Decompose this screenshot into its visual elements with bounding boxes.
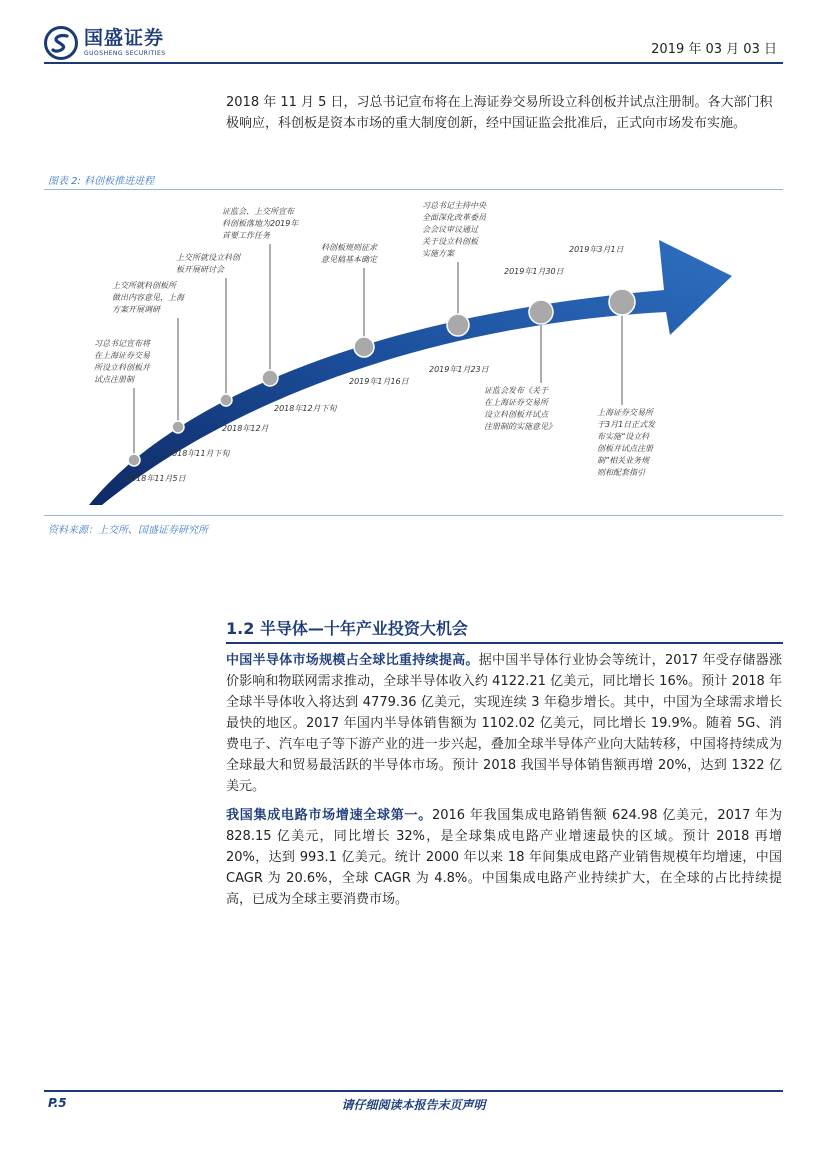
timeline-date-label: 2018年11月5日 [126,474,186,483]
paragraph-lead: 我国集成电路市场增速全球第一。 [226,808,432,823]
timeline-event-line: 设立科创板并试点 [484,410,548,419]
logo-english: GUOSHENG SECURITIES [84,50,166,57]
timeline-milestone-dot [172,421,184,433]
timeline-milestone-dot [220,394,232,406]
timeline-event-line: 全面深化改革委员 [422,213,486,222]
timeline-event-label [321,242,377,266]
timeline-event-line: 创板并试点注册 [597,444,653,453]
paragraph-body: 据中国半导体行业协会等统计，2017 年受存储器涨价影响和物联网需求推动，全球半导体收入约 4122.21 亿美元，同比增长 16%。预计 2018 年全球半导体收入将达到 4779.36 亿美元，实现连续 3 年稳步增长。其中，中国为全球需求增长最快的地区。2017 年国内半导体销售额为 1102.02 亿美元，同比增长 19.9%。随着 5G、消费电子、汽车电子等下游产业的进一步兴起，叠加全球半导体产业向大陆转移，中国将持续成为全球最大和贸易最活跃的半导体市场。预计 2018 我国半导体销售额再增 20%，达到 1322 亿美元。 [226,653,782,794]
figure-source: 资料来源：上交所、国盛证券研究所 [48,525,208,536]
paragraph-semiconductor-market [226,650,782,797]
timeline-event-line: 科创板规则征求 [321,243,377,252]
timeline-event-line: 在上海证券交易 [94,351,150,360]
timeline-event-label [597,407,655,479]
timeline-event-line: 习总书记主持中央 [422,201,486,210]
company-logo [44,26,166,60]
timeline-event-line: 证监会发布《关于 [484,386,548,395]
timeline-event-line: 于3月1日正式发 [597,420,656,429]
timeline-arrow-graphic [44,190,784,515]
timeline-event-line: 证监会、上交所宣布 [222,207,294,216]
timeline-event-label [422,200,486,260]
paragraph-body: 2016 年我国集成电路销售额 624.98 亿美元，2017 年为 828.15 亿美元，同比增长 32%，是全球集成电路产业增速最快的区域。预计 2018 再增 20%，达到 993.1 亿美元。统计 2000 年以来 18 年间集成电路产业销售规模年均增速，中国 CAGR 为 20.6%，全球 CAGR 为 4.8%。中国集成电路产业持续扩大，在全球的占比持续提高，已成为全球主要消费市场。 [226,808,782,907]
intro-paragraph: 2018 年 11 月 5 日，习总书记宣布将在上海证券交易所设立科创板并试点注册制。各大部门积极响应，科创板是资本市场的重大制度创新，经中国证监会批准后，正式向市场发布实施。 [226,95,773,131]
timeline-milestone-dot [609,289,635,315]
footer-disclaimer: 请仔细阅读本报告末页声明 [341,1098,486,1112]
timeline-event-line: 实施方案 [422,249,454,258]
timeline-event-line: 会会议审议通过 [422,225,478,234]
timeline-event-label [176,252,240,276]
timeline-event-label [94,338,150,386]
timeline-date-label: 2018年12月下旬 [274,404,337,413]
figure-bottom-divider [44,515,783,516]
timeline-event-line: 意见稿基本确定 [321,255,377,264]
timeline-milestone-dot [128,454,140,466]
guosheng-logo-icon [44,26,78,60]
timeline-event-line: 科创板落地为2019年 [222,219,299,228]
timeline-figure [44,190,784,515]
timeline-event-line: 板开展研讨会 [176,265,224,274]
timeline-date-label: 2018年12月 [222,424,269,433]
timeline-event-line: 试点注册制 [94,375,134,384]
timeline-event-label [222,206,298,242]
timeline-date-label: 2019年3月1日 [569,245,624,254]
timeline-event-line: 所设立科创板并 [94,363,150,372]
header-divider [44,62,783,64]
timeline-milestone-dot [354,337,374,357]
page-header [0,0,827,70]
timeline-event-line: 做出内容意见，上海 [112,293,184,302]
timeline-milestone-dot [529,300,553,324]
paragraph-ic-market [226,805,782,910]
timeline-event-line: 注册制的实施意见》 [484,422,556,431]
figure-title: 图表 2: 科创板推进进程 [48,176,155,187]
timeline-event-label [112,280,184,316]
timeline-event-line: 制”相关业务规 [597,456,650,465]
timeline-date-label: 2019年1月16日 [349,377,409,386]
timeline-event-line: 则和配套指引 [597,468,645,477]
timeline-event-line: 在上海证券交易所 [484,398,548,407]
section-divider [226,642,783,644]
timeline-event-line: 首要工作任务 [222,231,270,240]
timeline-event-line: 习总书记宣布将 [94,339,150,348]
timeline-milestone-dot [447,314,469,336]
logo-chinese: 国盛证券 [84,27,165,49]
section-title: 1.2 半导体—十年产业投资大机会 [226,619,468,638]
timeline-event-line: 方案开展调研 [112,305,160,314]
timeline-event-line: 上交所就设立科创 [176,253,240,262]
timeline-milestone-dot [262,370,278,386]
timeline-date-label: 2018年11月下旬 [167,449,230,458]
timeline-event-line: 关于设立科创板 [422,237,478,246]
timeline-event-line: 布实施“设立科 [597,432,650,441]
timeline-date-label: 2019年1月30日 [504,267,564,276]
footer-divider [44,1090,783,1092]
timeline-event-line: 上海证券交易所 [597,408,653,417]
timeline-date-label: 2019年1月23日 [429,365,489,374]
paragraph-lead: 中国半导体市场规模占全球比重持续提高。 [226,653,479,668]
timeline-event-line: 上交所就科创板所 [112,281,176,290]
page-number: P.5 [48,1096,67,1110]
timeline-event-label [484,385,556,433]
report-date: 2019 年 03 月 03 日 [651,42,777,57]
